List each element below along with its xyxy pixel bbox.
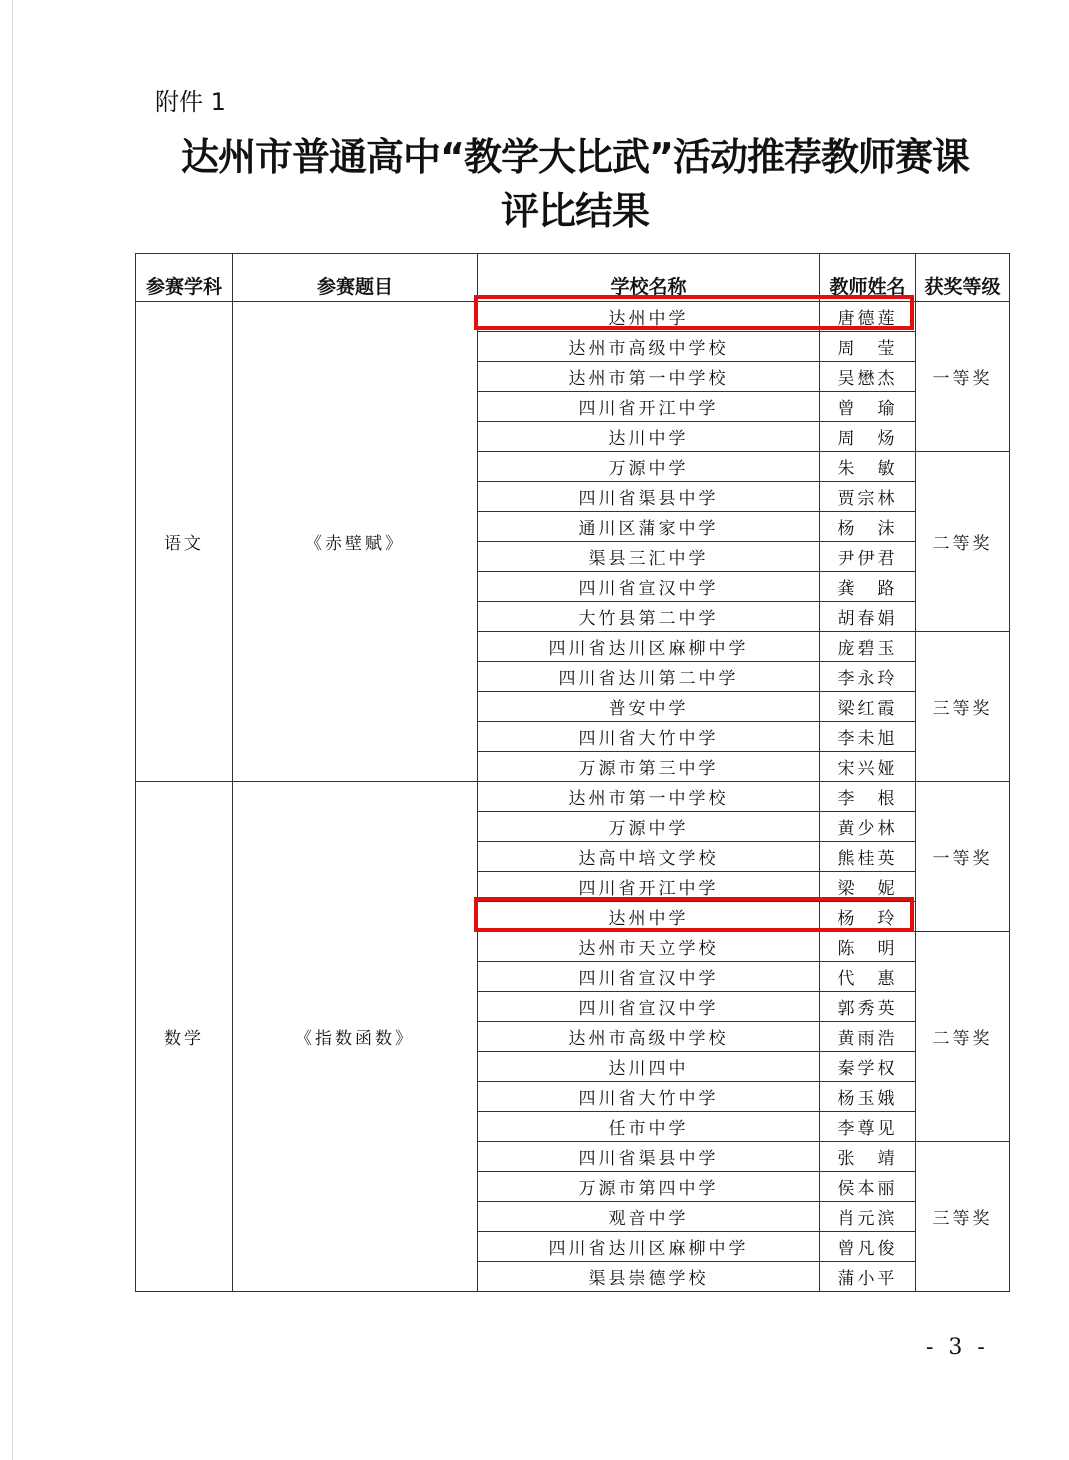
school-cell: 达州中学: [478, 902, 820, 932]
teacher-cell: 梁红霞: [820, 692, 916, 722]
subject-cell: 数学: [136, 782, 233, 1292]
school-cell: 四川省渠县中学: [478, 482, 820, 512]
topic-cell: 《指数函数》: [233, 782, 478, 1292]
teacher-cell: 胡春娟: [820, 602, 916, 632]
teacher-cell: 张 靖: [820, 1142, 916, 1172]
teacher-cell: 侯本丽: [820, 1172, 916, 1202]
school-cell: 观音中学: [478, 1202, 820, 1232]
teacher-cell: 熊桂英: [820, 842, 916, 872]
teacher-cell: 杨 玲: [820, 902, 916, 932]
school-cell: 四川省宣汉中学: [478, 572, 820, 602]
school-cell: 达州市天立学校: [478, 932, 820, 962]
award-level-cell: 三等奖: [916, 1142, 1010, 1292]
award-level-cell: 二等奖: [916, 452, 1010, 632]
school-cell: 任市中学: [478, 1112, 820, 1142]
school-cell: 达川中学: [478, 422, 820, 452]
school-cell: 四川省大竹中学: [478, 722, 820, 752]
teacher-cell: 吴懋杰: [820, 362, 916, 392]
teacher-cell: 陈 明: [820, 932, 916, 962]
teacher-cell: 杨玉娥: [820, 1082, 916, 1112]
school-cell: 万源中学: [478, 452, 820, 482]
teacher-cell: 朱 敏: [820, 452, 916, 482]
table-body: [136, 302, 1010, 1292]
teacher-cell: 肖元滨: [820, 1202, 916, 1232]
school-cell: 万源市第四中学: [478, 1172, 820, 1202]
document-title: 达州市普通高中“教学大比武”活动推荐教师赛课: [181, 135, 969, 179]
school-cell: 四川省宣汉中学: [478, 962, 820, 992]
school-cell: 达州市高级中学校: [478, 332, 820, 362]
school-cell: 四川省达川第二中学: [478, 662, 820, 692]
award-level-cell: 二等奖: [916, 932, 1010, 1142]
teacher-cell: 李 根: [820, 782, 916, 812]
header-award: 获奖等级: [916, 254, 1010, 302]
school-cell: 通川区蒲家中学: [478, 512, 820, 542]
teacher-cell: 郭秀英: [820, 992, 916, 1022]
header-teacher: 教师姓名: [820, 254, 916, 302]
school-cell: 渠县三汇中学: [478, 542, 820, 572]
school-cell: 达川四中: [478, 1052, 820, 1082]
school-cell: 万源市第三中学: [478, 752, 820, 782]
award-level-cell: 一等奖: [916, 782, 1010, 932]
teacher-cell: 周 莹: [820, 332, 916, 362]
teacher-cell: 宋兴娅: [820, 752, 916, 782]
school-cell: 四川省宣汉中学: [478, 992, 820, 1022]
teacher-cell: 曾凡俊: [820, 1232, 916, 1262]
header-school: 学校名称: [478, 254, 820, 302]
teacher-cell: 杨 沫: [820, 512, 916, 542]
results-table: [135, 253, 1010, 1292]
teacher-cell: 李尊见: [820, 1112, 916, 1142]
award-level-cell: 一等奖: [916, 302, 1010, 452]
teacher-cell: 黄少林: [820, 812, 916, 842]
school-cell: 四川省大竹中学: [478, 1082, 820, 1112]
teacher-cell: 庞碧玉: [820, 632, 916, 662]
teacher-cell: 代 惠: [820, 962, 916, 992]
teacher-cell: 曾 瑜: [820, 392, 916, 422]
topic-cell: 《赤壁赋》: [233, 302, 478, 782]
teacher-cell: 龚 路: [820, 572, 916, 602]
page-edge-line: [12, 0, 13, 1460]
school-cell: 四川省达川区麻柳中学: [478, 632, 820, 662]
attachment-label: 附件 1: [155, 88, 226, 116]
teacher-cell: 周 炀: [820, 422, 916, 452]
table-row: [136, 302, 1010, 332]
teacher-cell: 李未旭: [820, 722, 916, 752]
school-cell: 万源中学: [478, 812, 820, 842]
header-topic: 参赛题目: [233, 254, 478, 302]
school-cell: 四川省达川区麻柳中学: [478, 1232, 820, 1262]
page-number: - 3 -: [926, 1335, 989, 1360]
school-cell: 普安中学: [478, 692, 820, 722]
teacher-cell: 黄雨浩: [820, 1022, 916, 1052]
teacher-cell: 尹伊君: [820, 542, 916, 572]
school-cell: 达高中培文学校: [478, 842, 820, 872]
subject-cell: 语文: [136, 302, 233, 782]
teacher-cell: 梁 妮: [820, 872, 916, 902]
school-cell: 渠县崇德学校: [478, 1262, 820, 1292]
teacher-cell: 秦学权: [820, 1052, 916, 1082]
teacher-cell: 李永玲: [820, 662, 916, 692]
school-cell: 四川省开江中学: [478, 872, 820, 902]
document-title-line2: 评比结果: [500, 189, 649, 233]
school-cell: 达州市第一中学校: [478, 782, 820, 812]
school-cell: 大竹县第二中学: [478, 602, 820, 632]
school-cell: 达州中学: [478, 302, 820, 332]
school-cell: 达州市高级中学校: [478, 1022, 820, 1052]
table-row: [136, 782, 1010, 812]
teacher-cell: 唐德莲: [820, 302, 916, 332]
school-cell: 四川省渠县中学: [478, 1142, 820, 1172]
teacher-cell: 贾宗林: [820, 482, 916, 512]
award-level-cell: 三等奖: [916, 632, 1010, 782]
school-cell: 四川省开江中学: [478, 392, 820, 422]
header-subject: 参赛学科: [136, 254, 233, 302]
table-header-row: [136, 254, 1010, 302]
school-cell: 达州市第一中学校: [478, 362, 820, 392]
teacher-cell: 蒲小平: [820, 1262, 916, 1292]
